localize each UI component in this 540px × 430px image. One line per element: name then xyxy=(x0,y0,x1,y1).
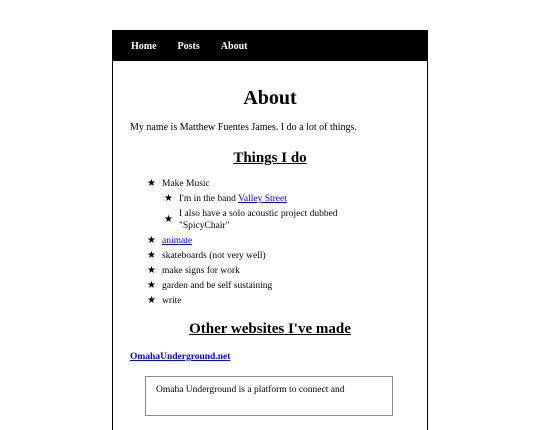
list-item xyxy=(147,280,410,292)
list-item xyxy=(164,208,410,232)
nav-posts-link[interactable]: Posts xyxy=(177,40,200,52)
list-item xyxy=(147,178,410,232)
star-icon: ★ xyxy=(147,280,156,291)
star-icon: ★ xyxy=(164,193,173,204)
list-item xyxy=(147,265,410,277)
star-icon: ★ xyxy=(147,295,156,306)
omaha-underground-link[interactable]: OmahaUnderground.net xyxy=(130,352,231,362)
list-item-text: write xyxy=(162,296,182,306)
things-i-do-heading: Things I do xyxy=(233,150,307,166)
site-description-card xyxy=(145,376,393,416)
websites-heading: Other websites I've made xyxy=(189,321,351,337)
music-sublist xyxy=(147,193,410,232)
list-item xyxy=(147,295,410,307)
list-item xyxy=(147,235,410,247)
star-icon: ★ xyxy=(147,250,156,261)
nav-about-link[interactable]: About xyxy=(220,40,248,52)
star-icon: ★ xyxy=(147,265,156,276)
animate-link[interactable]: animate xyxy=(162,236,193,246)
list-item-text: Make Music xyxy=(162,179,210,189)
list-item-text: I also have a solo acoustic project dubbed "SpicyChair" xyxy=(179,209,338,231)
band-prefix-text: I'm in the band xyxy=(179,194,239,204)
main-content xyxy=(113,86,427,416)
valley-street-link[interactable]: Valley Street xyxy=(238,194,287,204)
navbar xyxy=(113,31,427,61)
star-icon: ★ xyxy=(164,214,173,225)
list-item-text xyxy=(179,193,287,205)
list-item xyxy=(147,250,410,262)
list-item-text: skateboards (not very well) xyxy=(162,251,266,261)
page-title: About xyxy=(243,87,297,109)
intro-text: My name is Matthew Fuentes James. I do a lot of things. xyxy=(130,122,357,133)
site-description-text: Omaha Underground is a platform to connect and xyxy=(156,385,345,395)
page-container xyxy=(112,30,428,430)
list-item-text: garden and be self sustaining xyxy=(162,281,273,291)
star-icon: ★ xyxy=(147,178,156,189)
nav-home-link[interactable]: Home xyxy=(131,40,157,52)
things-list xyxy=(130,178,410,307)
list-item xyxy=(164,193,410,205)
star-icon: ★ xyxy=(147,235,156,246)
list-item-text: make signs for work xyxy=(162,266,240,276)
